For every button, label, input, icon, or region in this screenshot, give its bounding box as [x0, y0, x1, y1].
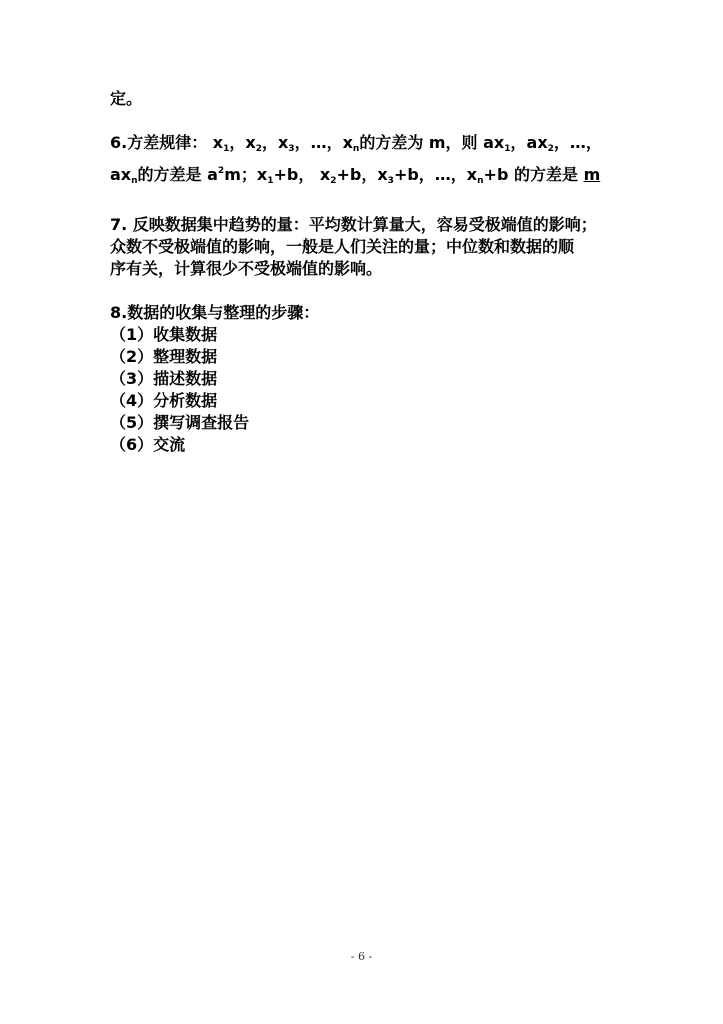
section-7-central-tendency: [110, 214, 615, 280]
section-6-line-1: 6.方差规律： $x_1$，$x_2$，$x_3$，…，$x_n$的方差为 m，则 $ax_1$，$ax_2$，…，: [110, 133, 602, 154]
page-number: - 6 -: [350, 950, 373, 963]
section-7-line-1: 7. 反映数据集中趋势的量：平均数计算量大，容易受极端值的影响；: [110, 215, 597, 234]
section-7-line-3: 序有关，计算很少不受极端值的影响。: [110, 259, 383, 278]
step-item: （4）分析数据: [110, 391, 218, 410]
section-6-line-2: $ax_n$的方差是 $a^2m$；$x_1+b$， $x_2+b$，$x_3+b$，…，$x_n+b$ 的方差是 m: [110, 165, 601, 186]
step-item: （3）描述数据: [110, 369, 218, 388]
step-item: （2）整理数据: [110, 347, 218, 366]
step-item: （6）交流: [110, 435, 186, 454]
section-7-line-2: 众数不受极端值的影响，一般是人们关注的量；中位数和数据的顺: [110, 237, 575, 256]
step-item: （5）撰写调查报告: [110, 413, 250, 432]
section-8-data-steps: [110, 302, 615, 456]
section-8-title: 8.数据的收集与整理的步骤：: [110, 303, 320, 322]
continued-text: 定。: [110, 89, 143, 108]
document-body: [110, 88, 615, 456]
section-6-variance-rule: [110, 132, 615, 192]
step-item: （1）收集数据: [110, 325, 218, 344]
